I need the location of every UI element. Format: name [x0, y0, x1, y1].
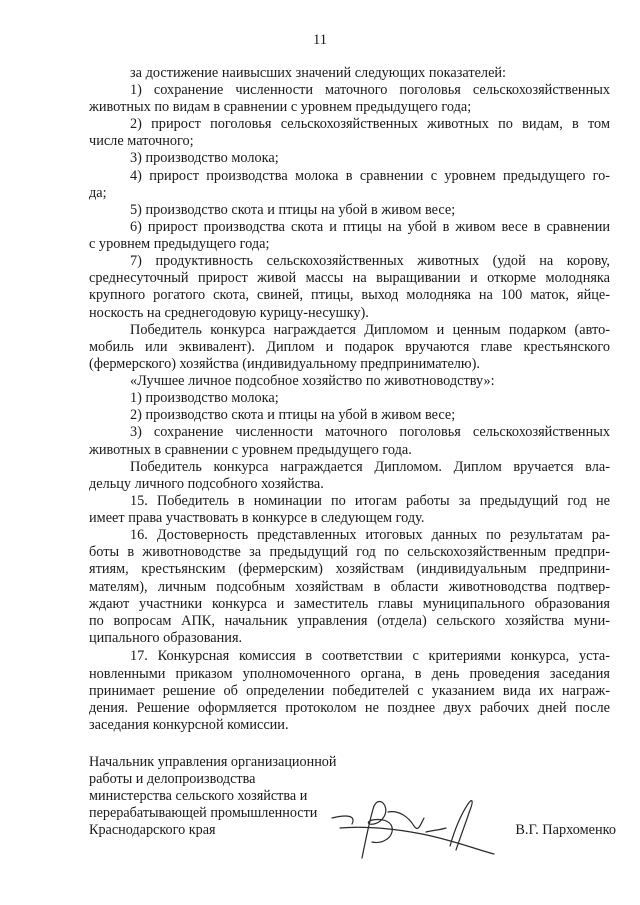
text-line: 2) производство скота и птицы на убой в живом весе; [130, 407, 456, 423]
page-number: 11 [313, 32, 327, 48]
text-line: да; [89, 185, 107, 201]
text-line: 2) прирост поголовья сельскохозяйственных животных по видам, в том [130, 116, 610, 132]
text-line: 3) производство молока; [130, 150, 279, 166]
text-line: ципального образования. [89, 630, 243, 646]
text-line: 6) прирост производства скота и птицы на убой в живом весе в сравнении [130, 219, 610, 235]
text-line: 17. Конкурсная комиссия в соответствии с критериями конкурса, уста- [130, 648, 610, 664]
text-line: 3) сохранение численности маточного поголовья сельскохозяйственных [130, 424, 610, 440]
text-line: 1) сохранение численности маточного поголовья сельскохозяйственных [130, 82, 610, 98]
text-line: с уровнем предыдущего года; [89, 236, 270, 252]
text-line: мателям), личным подсобным хозяйствам в области животноводства подтвер- [89, 579, 610, 595]
text-line: дельцу личного подсобного хозяйства. [89, 476, 324, 492]
signatory-title-line: министерства сельского хозяйства и [89, 788, 308, 804]
text-line: 4) прирост производства молока в сравнении с уровнем предыдущего го- [130, 168, 610, 184]
signatory-name: В.Г. Пархоменко [515, 822, 616, 838]
text-line: 16. Достоверность представленных итоговых данных по результатам ра- [130, 527, 610, 543]
text-line: ятиям, крестьянским (фермерским) хозяйствам (индивидуальным предприни- [89, 561, 610, 577]
text-line: числе маточного; [89, 133, 194, 149]
text-line: Победитель конкурса награждается Дипломом. Диплом вручается вла- [130, 459, 610, 475]
text-line: новленными приказом уполномоченного органа, в день проведения заседания [89, 666, 610, 682]
text-line: ждают участники конкурса и заместитель главы муниципального образования [89, 596, 610, 612]
text-line: за достижение наивысших значений следующих показателей: [130, 65, 507, 81]
text-line: 15. Победитель в номинации по итогам работы за предыдущий год не [130, 493, 610, 509]
text-line: Победитель конкурса награждается Дипломом и ценным подарком (авто- [130, 322, 610, 338]
text-line: боты в животноводстве за предыдущий год по сельскохозяйственным предпри- [89, 544, 610, 560]
text-line: по вопросам АПК, начальник управления (отдела) сельского хозяйства муни- [89, 613, 610, 629]
text-line: носкость на среднегодовую курицу-несушку). [89, 305, 369, 321]
signatory-title-line: работы и делопроизводства [89, 771, 256, 787]
text-line: мобиль или эквивалент). Диплом и подарок вручаются главе крестьянского [89, 339, 610, 355]
text-line: 7) продуктивность сельскохозяйственных животных (удой на корову, [130, 253, 610, 269]
text-line: крупного рогатого скота, свиней, птицы, выход молодняка на 100 маток, яйце- [89, 287, 610, 303]
signatory-title-line: перерабатывающей промышленности [89, 805, 318, 821]
text-line: имеет права участвовать в конкурсе в следующем году. [89, 510, 425, 526]
text-line: 5) производство скота и птицы на убой в живом весе; [130, 202, 456, 218]
signatory-title-line: Краснодарского края [89, 822, 216, 838]
text-line: «Лучшее личное подсобное хозяйство по животноводству»: [130, 373, 495, 389]
text-line: принимает решение об определении победителей с указанием вида их награж- [89, 683, 610, 699]
text-line: животных по видам в сравнении с уровнем предыдущего года; [89, 99, 472, 115]
text-line: 1) производство молока; [130, 390, 279, 406]
text-line: заседания конкурсной комиссии. [89, 717, 289, 733]
text-line: среднесуточный прирост живой массы на выращивании и откорме молодняка [89, 270, 610, 286]
text-line: дения. Решение оформляется протоколом не позднее двух рабочих дней после [89, 700, 610, 716]
text-line: животных в сравнении с уровнем предыдущего года. [89, 442, 412, 458]
signatory-title-line: Начальник управления организационной [89, 754, 337, 770]
handwritten-signature [322, 788, 502, 868]
text-line: (фермерского) хозяйства (индивидуальному предпринимателю). [89, 356, 480, 372]
